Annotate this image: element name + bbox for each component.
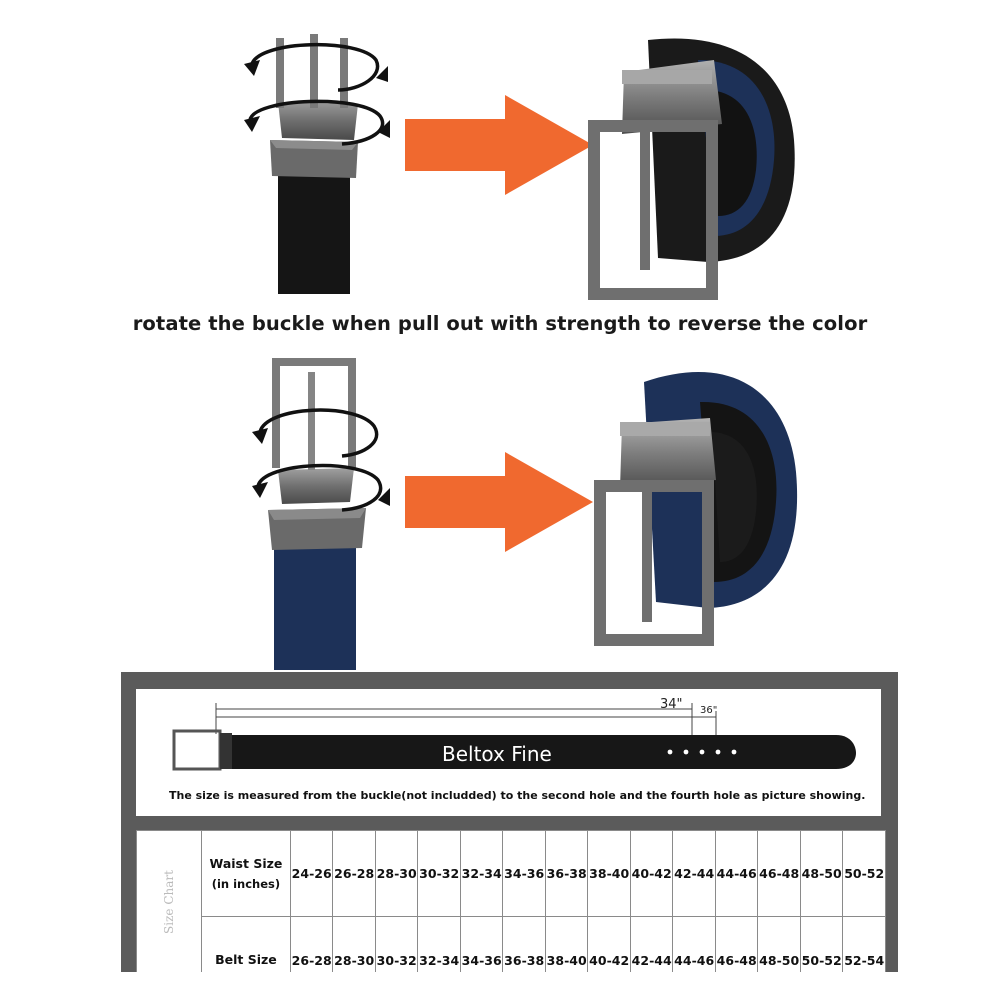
- belt-size-cell: 30-32: [375, 917, 418, 973]
- side-label-cell: [137, 831, 202, 973]
- waist-size-cell: 32-34: [460, 831, 503, 917]
- step1-unbuckled-photo: [230, 20, 400, 300]
- belt-size-cell: 28-30: [333, 917, 376, 973]
- size-chart-table: [136, 830, 886, 972]
- dimension-label-34: 34": [660, 697, 683, 712]
- step2-buckled-photo: [592, 352, 818, 652]
- size-chart-panel: [121, 672, 898, 972]
- waist-size-cell: 38-40: [588, 831, 631, 917]
- rotate-arrow-icon: [238, 382, 398, 547]
- waist-size-cell: 30-32: [418, 831, 461, 917]
- belt-size-cell: 44-46: [673, 917, 716, 973]
- belt-size-cell: 50-52: [800, 917, 843, 973]
- rotate-arrow-icon: [230, 20, 400, 185]
- direction-arrow-icon: [405, 95, 593, 200]
- waist-size-unit: (in inches): [211, 876, 281, 891]
- belt-size-cell: 48-50: [758, 917, 801, 973]
- belt-size-row: [137, 917, 886, 973]
- waist-size-cell: 26-28: [333, 831, 376, 917]
- waist-size-cell: 36-38: [545, 831, 588, 917]
- waist-size-cell: 28-30: [375, 831, 418, 917]
- waist-size-header: [201, 831, 290, 917]
- side-label: Size Chart: [161, 869, 176, 934]
- waist-size-title: Waist Size: [209, 855, 283, 871]
- belt-size-cell: 52-54: [843, 917, 886, 973]
- belt-size-cell: 46-48: [715, 917, 758, 973]
- belt-size-cell: 36-38: [503, 917, 546, 973]
- direction-arrow-icon: [405, 452, 593, 557]
- belt-brand-label: Beltox Fine: [442, 742, 552, 766]
- waist-size-cell: 50-52: [843, 831, 886, 917]
- waist-size-cell: 42-44: [673, 831, 716, 917]
- instruction-caption: rotate the buckle when pull out with strength to reverse the color: [132, 312, 868, 335]
- measurement-note: The size is measured from the buckle(not includded) to the second hole and the fourth hole as picture showing.: [136, 786, 881, 816]
- waist-size-cell: 24-26: [290, 831, 333, 917]
- step1-buckled-photo: [588, 30, 818, 300]
- belt-size-cell: 34-36: [460, 917, 503, 973]
- waist-size-row: [137, 831, 886, 917]
- waist-size-cell: 40-42: [630, 831, 673, 917]
- belt-size-cell: 26-28: [290, 917, 333, 973]
- belt-size-cell: 32-34: [418, 917, 461, 973]
- waist-size-cell: 46-48: [758, 831, 801, 917]
- waist-size-cell: 34-36: [503, 831, 546, 917]
- step2-unbuckled-photo: [238, 352, 398, 670]
- belt-size-cell: 40-42: [588, 917, 631, 973]
- waist-size-cell: 44-46: [715, 831, 758, 917]
- belt-size-cell: 38-40: [545, 917, 588, 973]
- belt-measure-diagram: [136, 689, 881, 786]
- belt-diagram-graphic: [136, 689, 881, 786]
- belt-size-cell: 42-44: [630, 917, 673, 973]
- belt-size-header: Belt Size: [201, 917, 290, 973]
- dimension-label-36: 36": [700, 705, 718, 716]
- waist-size-cell: 48-50: [800, 831, 843, 917]
